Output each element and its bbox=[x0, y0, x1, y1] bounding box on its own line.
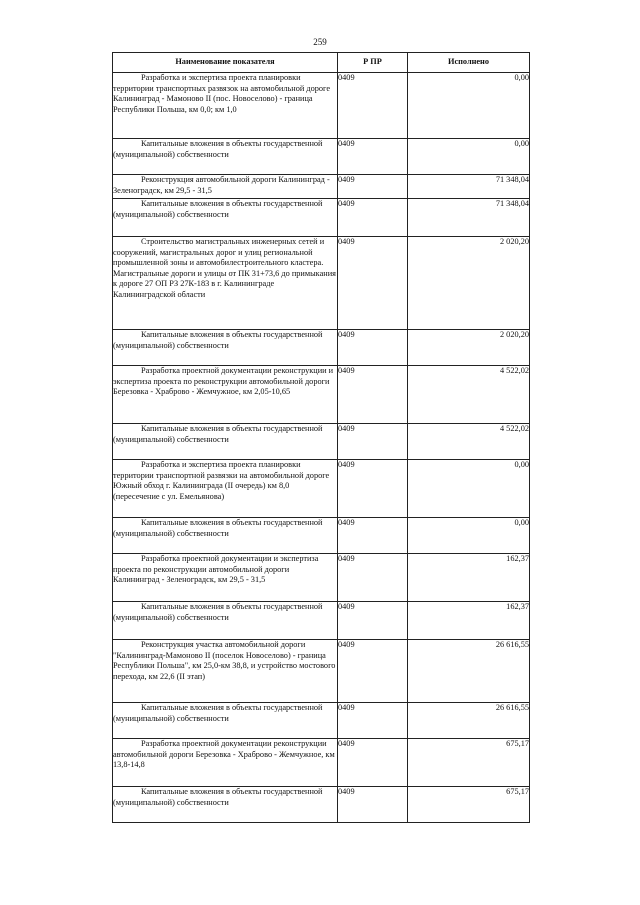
rpr-code: 0409 bbox=[338, 139, 408, 175]
indicator-name-text: Капитальные вложения в объекты государственной (муниципальной) собственности bbox=[113, 787, 323, 807]
indicator-name-text: Реконструкция автомобильной дороги Калининград - Зеленоградск, км 29,5 - 31,5 bbox=[113, 175, 330, 195]
indicator-name-text: Разработка и экспертиза проекта планировки территории транспортной развязки на автомобильной дороге Южный обход г. Калининграда (II очередь) км 8,0 (пересечение с ул. Емельянова) bbox=[113, 460, 330, 501]
indicator-name bbox=[113, 518, 338, 554]
header-name: Наименование показателя bbox=[113, 53, 338, 73]
rpr-code: 0409 bbox=[338, 703, 408, 739]
executed-value: 4 522,02 bbox=[408, 366, 530, 424]
table-row bbox=[113, 739, 530, 787]
table-row bbox=[113, 424, 530, 460]
rpr-code: 0409 bbox=[338, 424, 408, 460]
executed-value: 2 020,20 bbox=[408, 330, 530, 366]
indicator-name bbox=[113, 739, 338, 787]
indicator-name bbox=[113, 139, 338, 175]
indicator-name bbox=[113, 602, 338, 640]
executed-value: 675,17 bbox=[408, 739, 530, 787]
table-row bbox=[113, 602, 530, 640]
table-body bbox=[113, 73, 530, 823]
executed-value: 4 522,02 bbox=[408, 424, 530, 460]
rpr-code: 0409 bbox=[338, 739, 408, 787]
executed-value: 675,17 bbox=[408, 787, 530, 823]
executed-value: 162,37 bbox=[408, 554, 530, 602]
table-row bbox=[113, 787, 530, 823]
table-header-row bbox=[113, 53, 530, 73]
indicator-name-text: Разработка проектной документации и экспертиза проекта по реконструкции автомобильной дороги Калининград - Зеленоградск, км 29,5 - 31,5 bbox=[113, 554, 319, 585]
indicator-name-text: Строительство магистральных инженерных сетей и сооружений, магистральных дорог и улиц региональной промышленной зоны и автомобилестроительного кластера. Магистральные дороги и улицы от ПК 31+73,6 до примыкания к дороге 27 ОП РЗ 27К-183 в г. Калининграде Калининградской области bbox=[113, 237, 336, 299]
indicator-name bbox=[113, 366, 338, 424]
indicator-name bbox=[113, 703, 338, 739]
rpr-code: 0409 bbox=[338, 554, 408, 602]
indicator-name-text: Капитальные вложения в объекты государственной (муниципальной) собственности bbox=[113, 424, 323, 444]
indicator-name bbox=[113, 787, 338, 823]
indicator-name-text: Разработка проектной документации реконструкции и экспертиза проекта по реконструкции автомобильной дороги Березовка - Храброво - Жемчужное, км 2,05-10,65 bbox=[113, 366, 334, 397]
indicator-name bbox=[113, 73, 338, 139]
rpr-code: 0409 bbox=[338, 199, 408, 237]
table-row bbox=[113, 703, 530, 739]
indicator-name bbox=[113, 554, 338, 602]
indicator-name bbox=[113, 199, 338, 237]
table-row bbox=[113, 460, 530, 518]
rpr-code: 0409 bbox=[338, 330, 408, 366]
indicator-name-text: Разработка проектной документации реконструкции автомобильной дороги Березовка - Храброво - Жемчужное, км 13,8-14,8 bbox=[113, 739, 335, 770]
indicator-name bbox=[113, 424, 338, 460]
rpr-code: 0409 bbox=[338, 460, 408, 518]
executed-value: 2 020,20 bbox=[408, 237, 530, 330]
rpr-code: 0409 bbox=[338, 237, 408, 330]
header-value: Исполнено bbox=[408, 53, 530, 73]
rpr-code: 0409 bbox=[338, 518, 408, 554]
executed-value: 0,00 bbox=[408, 139, 530, 175]
executed-value: 26 616,55 bbox=[408, 640, 530, 703]
table-row bbox=[113, 554, 530, 602]
indicator-name-text: Реконструкция участка автомобильной дороги "Калининград-Мамоново II (поселок Новоселово) - граница Республики Польша", км 25,0-км 38,8, и устройство мостового перехода, км 22,6 (II этап) bbox=[113, 640, 336, 681]
table-row bbox=[113, 73, 530, 139]
table-row bbox=[113, 199, 530, 237]
indicator-name bbox=[113, 640, 338, 703]
table-row bbox=[113, 237, 530, 330]
indicator-name-text: Разработка и экспертиза проекта планировки территории транспортных развязок на автомобильной дороге Калининград - Мамоново II (пос. Новоселово) - граница Республики Польша, км 0,0; км 1,0 bbox=[113, 73, 331, 114]
report-table bbox=[112, 52, 530, 823]
executed-value: 0,00 bbox=[408, 518, 530, 554]
executed-value: 162,37 bbox=[408, 602, 530, 640]
rpr-code: 0409 bbox=[338, 175, 408, 199]
executed-value: 71 348,04 bbox=[408, 199, 530, 237]
rpr-code: 0409 bbox=[338, 787, 408, 823]
executed-value: 71 348,04 bbox=[408, 175, 530, 199]
header-rpr: Р ПР bbox=[338, 53, 408, 73]
indicator-name bbox=[113, 330, 338, 366]
executed-value: 0,00 bbox=[408, 73, 530, 139]
indicator-name bbox=[113, 237, 338, 330]
indicator-name-text: Капитальные вложения в объекты государственной (муниципальной) собственности bbox=[113, 139, 323, 159]
indicator-name-text: Капитальные вложения в объекты государственной (муниципальной) собственности bbox=[113, 602, 323, 622]
indicator-name-text: Капитальные вложения в объекты государственной (муниципальной) собственности bbox=[113, 518, 323, 538]
rpr-code: 0409 bbox=[338, 602, 408, 640]
table-row bbox=[113, 175, 530, 199]
rpr-code: 0409 bbox=[338, 73, 408, 139]
executed-value: 26 616,55 bbox=[408, 703, 530, 739]
executed-value: 0,00 bbox=[408, 460, 530, 518]
table-row bbox=[113, 139, 530, 175]
indicator-name-text: Капитальные вложения в объекты государственной (муниципальной) собственности bbox=[113, 199, 323, 219]
indicator-name-text: Капитальные вложения в объекты государственной (муниципальной) собственности bbox=[113, 703, 323, 723]
rpr-code: 0409 bbox=[338, 366, 408, 424]
indicator-name-text: Капитальные вложения в объекты государственной (муниципальной) собственности bbox=[113, 330, 323, 350]
table-row bbox=[113, 518, 530, 554]
indicator-name bbox=[113, 460, 338, 518]
table-row bbox=[113, 330, 530, 366]
table-row bbox=[113, 366, 530, 424]
rpr-code: 0409 bbox=[338, 640, 408, 703]
indicator-name bbox=[113, 175, 338, 199]
table-row bbox=[113, 640, 530, 703]
page-number: 259 bbox=[313, 37, 327, 47]
